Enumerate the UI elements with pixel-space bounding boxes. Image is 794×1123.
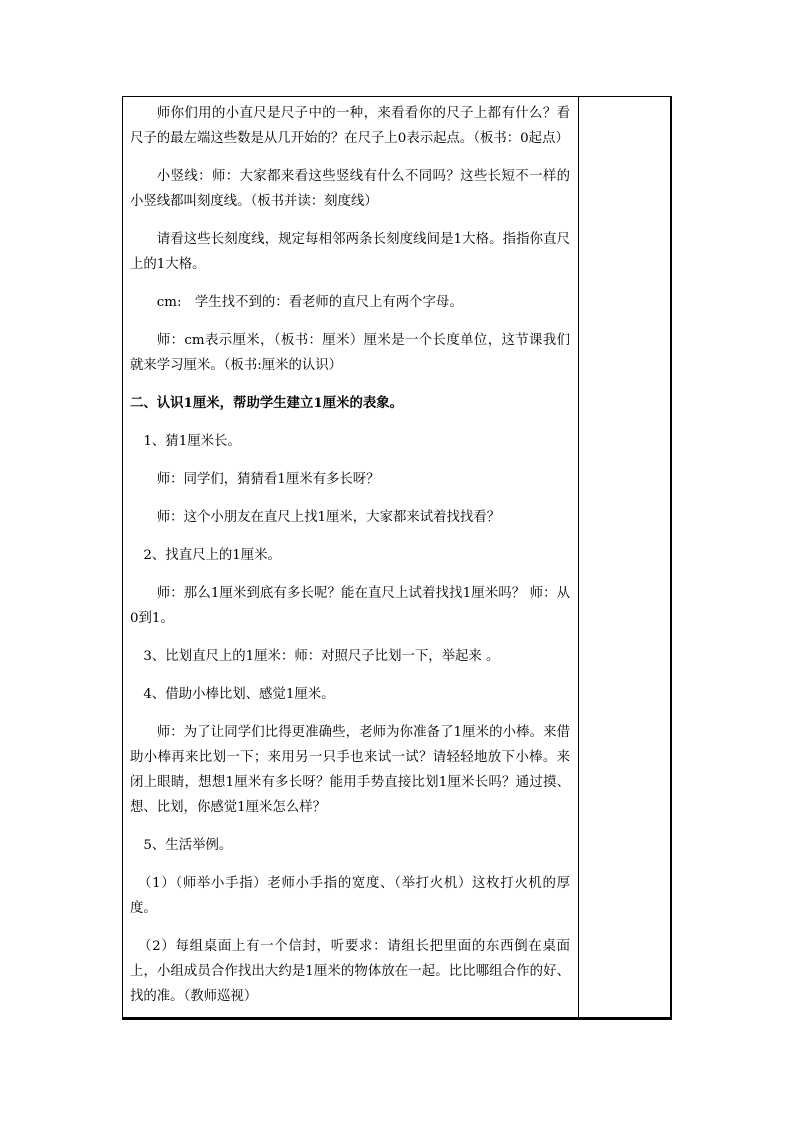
step-3-heading: 3、比划直尺上的1厘米：师：对照尺子比划一下，举起来 。 (143, 649, 500, 664)
paragraph-example-2: （2）每组桌面上有一个信封，听要求：请组长把里面的东西倒在桌面上，小组成员合作找出大约是1厘米的物体放在一起。比比哪组合作的好、找的准。（教师巡视） (130, 939, 570, 1004)
step-4-heading: 4、借助小棒比划、感觉1厘米。 (143, 687, 335, 702)
paragraph-cm-letters: cm: 学生找不到的：看老师的直尺上有两个字母。 (156, 295, 463, 310)
paragraph-example-1: （1）（师举小手指）老师小手指的宽度、（举打火机）这枚打火机的厚度。 (130, 876, 570, 916)
step-1-heading: 1、猜1厘米长。 (143, 434, 241, 449)
notes-column (580, 97, 670, 1017)
step-2-heading: 2、找直尺上的1厘米。 (143, 548, 281, 563)
paragraph-ruler-intro: 师你们用的小直尺是尺子中的一种，来看看你的尺子上都有什么？看尺子的最左端这些数是从几开始的？在尺子上0表示起点。（板书：0起点） (130, 106, 570, 146)
paragraph-cm-unit: 师：cm表示厘米，（板书：厘米）厘米是一个长度单位，这节课我们就来学习厘米。（板书:厘米的认识） (130, 333, 570, 373)
paragraph-tick-marks: 小竖线：师：大家都来看这些竖线有什么不同吗？这些长短不一样的小竖线都叫刻度线。（板书并读：刻度线） (130, 169, 570, 209)
paragraph-big-division: 请看这些长刻度线，规定每相邻两条长刻度线间是1大格。指指你直尺上的1大格。 (130, 232, 570, 272)
section-heading: 二、认识1厘米，帮助学生建立1厘米的表象。 (130, 395, 404, 411)
paragraph-guess: 师：同学们，猜猜看1厘米有多长呀？ (156, 472, 380, 487)
paragraph-how-long: 师：那么1厘米到底有多长呢？能在直尺上试着找找1厘米吗？ 师：从0到1。 (130, 586, 570, 626)
paragraph-find-try: 师：这个小朋友在直尺上找1厘米，大家都来试着找找看？ (156, 510, 501, 525)
paragraph-stick: 师：为了让同学们比得更准确些，老师为你准备了1厘米的小棒。来借助小棒再来比划一下；来用另一只手也来试一试？请轻轻地放下小棒。来闭上眼睛，想想1厘米有多长呀？能用手势直接比划1厘米长吗？通过摸、想、比划，你感觉1厘米怎么样？ (130, 725, 570, 815)
lesson-table (122, 96, 672, 1020)
lesson-content-column (123, 97, 579, 1017)
step-5-heading: 5、生活举例。 (143, 838, 233, 853)
